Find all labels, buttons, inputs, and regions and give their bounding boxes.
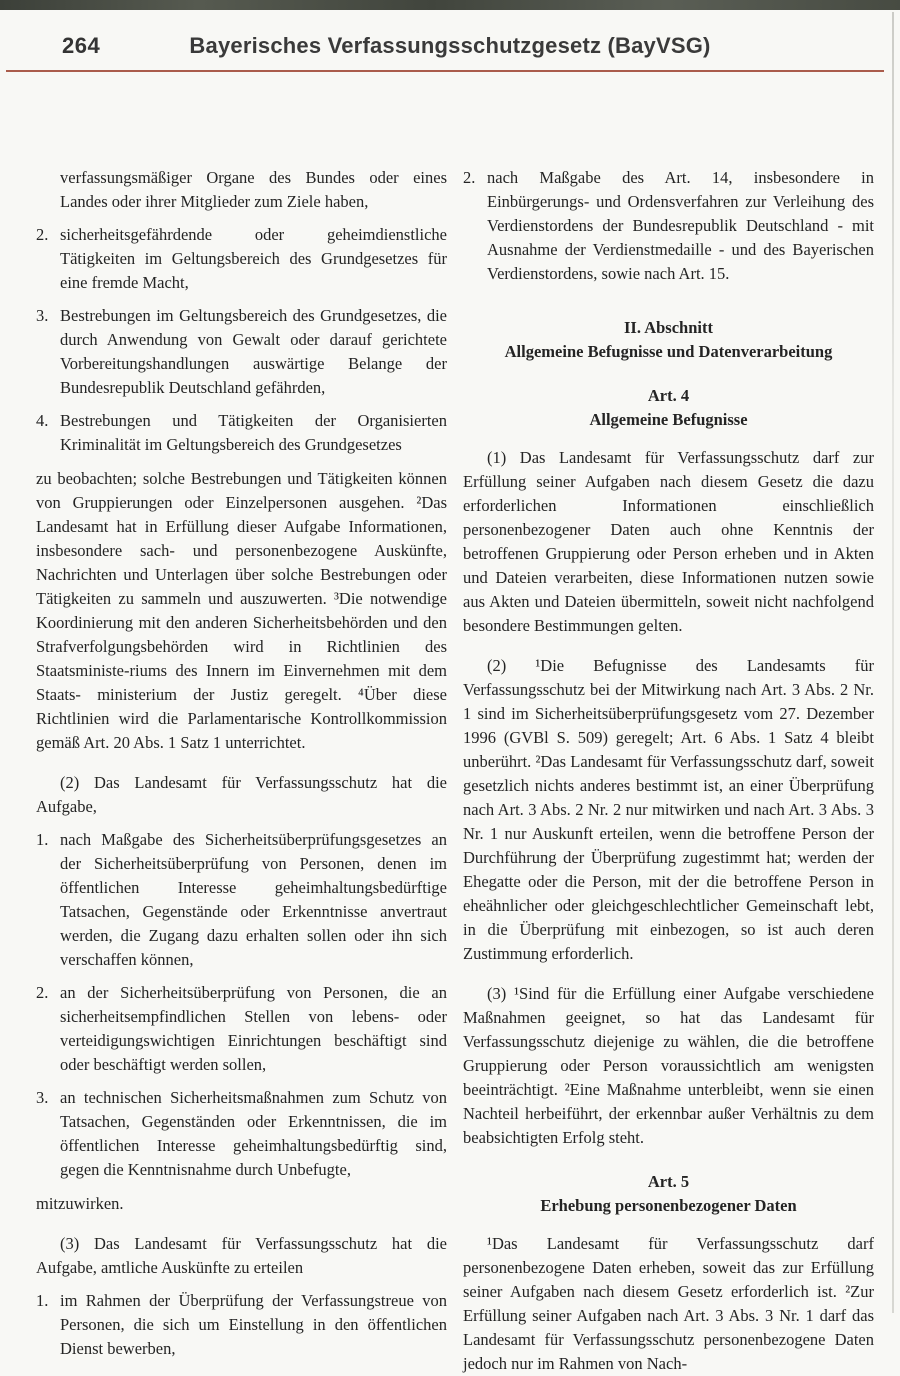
section-heading-art-4	[463, 384, 874, 432]
paragraph: ¹Das Landesamt für Verfassungsschutz darf personenbezogene Daten erheben, soweit das zur Erfüllung seiner Aufgaben nach diesem Gesetz erforderlich ist. ²Zur Erfüllung seiner Aufgaben nach Art. 3 Abs. 3 Nr. 1 darf das Landesamt für Verfassungsschutz personenbezogene Daten jedoch nur im Rahmen von Nach-	[463, 1234, 874, 1373]
paragraph: (3) ¹Sind für die Erfüllung einer Aufgabe verschiedene Maßnahmen geeignet, so hat das Landesamt für Verfassungsschutz diejenige zu wählen, die die betroffene Gruppierung oder Person voraussichtlich am wenigsten beeinträchtigt. ²Eine Maßnahme unterbleibt, wenn sie einen Nachteil herbeiführt, der erkennbar außer Verhältnis zu dem beabsichtigten Erfolg steht.	[463, 984, 874, 1147]
list-item	[36, 1086, 447, 1182]
paragraph: (3) Das Landesamt für Verfassungsschutz hat die Aufgabe, amtliche Auskünfte zu erteilen	[36, 1234, 447, 1277]
heading-line: II. Abschnitt	[624, 318, 713, 337]
list-number: 2.	[36, 983, 49, 1002]
list-number: 1.	[36, 1291, 49, 1310]
page-number: 264	[62, 33, 101, 58]
header-rule	[6, 70, 884, 72]
paragraph: (2) Das Landesamt für Verfassungsschutz hat die Aufgabe,	[36, 773, 447, 816]
list-item	[36, 828, 447, 972]
right-column	[463, 166, 874, 1376]
list-text: Bestrebungen im Geltungsbereich des Grundgesetzes, die durch Anwendung von Gewalt oder darauf gerichtete Vorbereitungshandlungen auswärtige Belange der Bundesrepublik Deutschland gefährden,	[60, 306, 447, 397]
list-item	[36, 304, 447, 400]
list-item	[36, 1289, 447, 1361]
heading-line: Allgemeine Befugnisse und Datenverarbeitung	[504, 342, 833, 361]
heading-line: Art. 4	[647, 386, 690, 405]
list-item	[36, 981, 447, 1077]
list-number: 2.	[463, 168, 476, 187]
list-item	[36, 223, 447, 295]
left-column	[36, 166, 447, 1376]
list-item	[36, 409, 447, 457]
two-column-body	[0, 62, 900, 1376]
list-text: nach Maßgabe des Sicherheitsüberprüfungsgesetzes an der Sicherheitsüberprüfung von Personen, denen im öffentlichen Interesse geheimhaltungsbedürftige Tatsachen, Gegenstände oder Erkenntnisse anvertraut werden, die Zugang dazu erhalten sollen oder ihn sich verschaffen können,	[60, 830, 447, 969]
paragraph-continuation: verfassungsmäßiger Organe des Bundes oder eines Landes oder ihrer Mitglieder zum Ziele haben,	[60, 168, 447, 211]
list-text: an der Sicherheitsüberprüfung von Personen, die an sicherheitsempfindlichen Stellen von lebens- oder verteidigungswichtigen Einrichtungen beschäftigt sind oder beschäftigt werden sollen,	[60, 983, 447, 1074]
list-number: 1.	[36, 830, 49, 849]
list-number: 2.	[36, 225, 49, 244]
heading-line: Allgemeine Befugnisse	[589, 410, 748, 429]
list-text: nach Maßgabe des Art. 14, insbesondere in Einbürgerungs- und Ordensverfahren zur Verleihung des Verdienstordens der Bundesrepublik Deutschland - mit Ausnahme der Verdienstmedaille - und des Bayerischen Verdienstordens, sowie nach Art. 15.	[487, 168, 874, 283]
paragraph: mitzuwirken.	[36, 1194, 124, 1213]
list-text: sicherheitsgefährdende oder geheimdienstliche Tätigkeiten im Geltungsbereich des Grundgesetzes für eine fremde Macht,	[60, 225, 447, 292]
running-header	[0, 0, 900, 62]
list-number: 3.	[36, 306, 49, 325]
list-text: im Rahmen der Überprüfung der Verfassungstreue von Personen, die sich um Einstellung in den öffentlichen Dienst bewerben,	[60, 1291, 447, 1358]
section-heading-art-5	[463, 1170, 874, 1218]
page-title: Bayerisches Verfassungsschutzgesetz (BayVSG)	[189, 33, 711, 58]
paragraph: (2) ¹Die Befugnisse des Landesamts für Verfassungsschutz bei der Mitwirkung nach Art. 3 Abs. 2 Nr. 1 sind im Sicherheitsüberprüfungsgesetz vom 27. Dezember 1996 (GVBl S. 509) geregelt; Art. 6 Abs. 1 Satz 4 bleibt unberührt. ²Das Landesamt für Verfassungsschutz darf, soweit gesetzlich nichts anderes bestimmt ist, an einer Überprüfung nach Art. 3 Abs. 2 Nr. 2 nur mitwirken und nach Art. 3 Abs. 3 Nr. 1 nur Auskunft erteilen, wenn die betroffene Person der Durchführung der Überprüfung zugestimmt hat; werden der Ehegatte oder die Person, mit der die betroffene Person in eheähnlicher oder gleichgeschlechtlicher Gemeinschaft lebt, in die Überprüfung mit einbezogen, so ist auch deren Zustimmung erforderlich.	[463, 656, 874, 963]
paragraph: (1) Das Landesamt für Verfassungsschutz darf zur Erfüllung seiner Aufgaben nach diesem Gesetz die dazu erforderlichen Informationen einschließlich personenbezogener Daten auch ohne Kenntnis der betroffenen Gruppierung oder Person erheben und in Akten und Dateien verarbeiten, diese Informationen nutzen sowie aus Akten und Dateien übermitteln, soweit nicht nachfolgend besondere Bestimmungen gelten.	[463, 448, 874, 635]
list-item	[463, 166, 874, 286]
scan-page-edge	[892, 12, 894, 1313]
paragraph: zu beobachten; solche Bestrebungen und Tätigkeiten können von Gruppierungen oder Einzelpersonen ausgehen. ²Das Landesamt hat in Erfüllung dieser Aufgabe Informationen, insbesondere sach- und personenbezogene Auskünfte, Nachrichten und Unterlagen über solche Bestrebungen oder Tätigkeiten zu sammeln und auszuwerten. ³Die notwendige Koordinierung mit den anderen Sicherheitsbehörden und den Strafverfolgungsbehörden wird in Richtlinien des Staatsministe-riums des Innern im Einvernehmen mit dem Staats- ministerium der Justiz geregelt. ⁴Über diese Richtlinien wird die Parlamentarische Kontrollkommission gemäß Art. 20 Abs. 1 Satz 1 unterrichtet.	[36, 469, 447, 752]
list-number: 3.	[36, 1088, 49, 1107]
list-number: 4.	[36, 411, 49, 430]
section-heading-abschnitt-2	[463, 316, 874, 364]
heading-line: Art. 5	[647, 1172, 690, 1191]
list-text: an technischen Sicherheitsmaßnahmen zum Schutz von Tatsachen, Gegenständen oder Erkenntnissen, die im öffentlichen Interesse geheimhaltungsbedürftig sind, gegen die Kenntnisnahme durch Unbefugte,	[60, 1088, 447, 1179]
heading-line: Erhebung personenbezogener Daten	[540, 1196, 797, 1215]
list-text: Bestrebungen und Tätigkeiten der Organisierten Kriminalität im Geltungsbereich des Grundgesetzes	[60, 411, 447, 454]
